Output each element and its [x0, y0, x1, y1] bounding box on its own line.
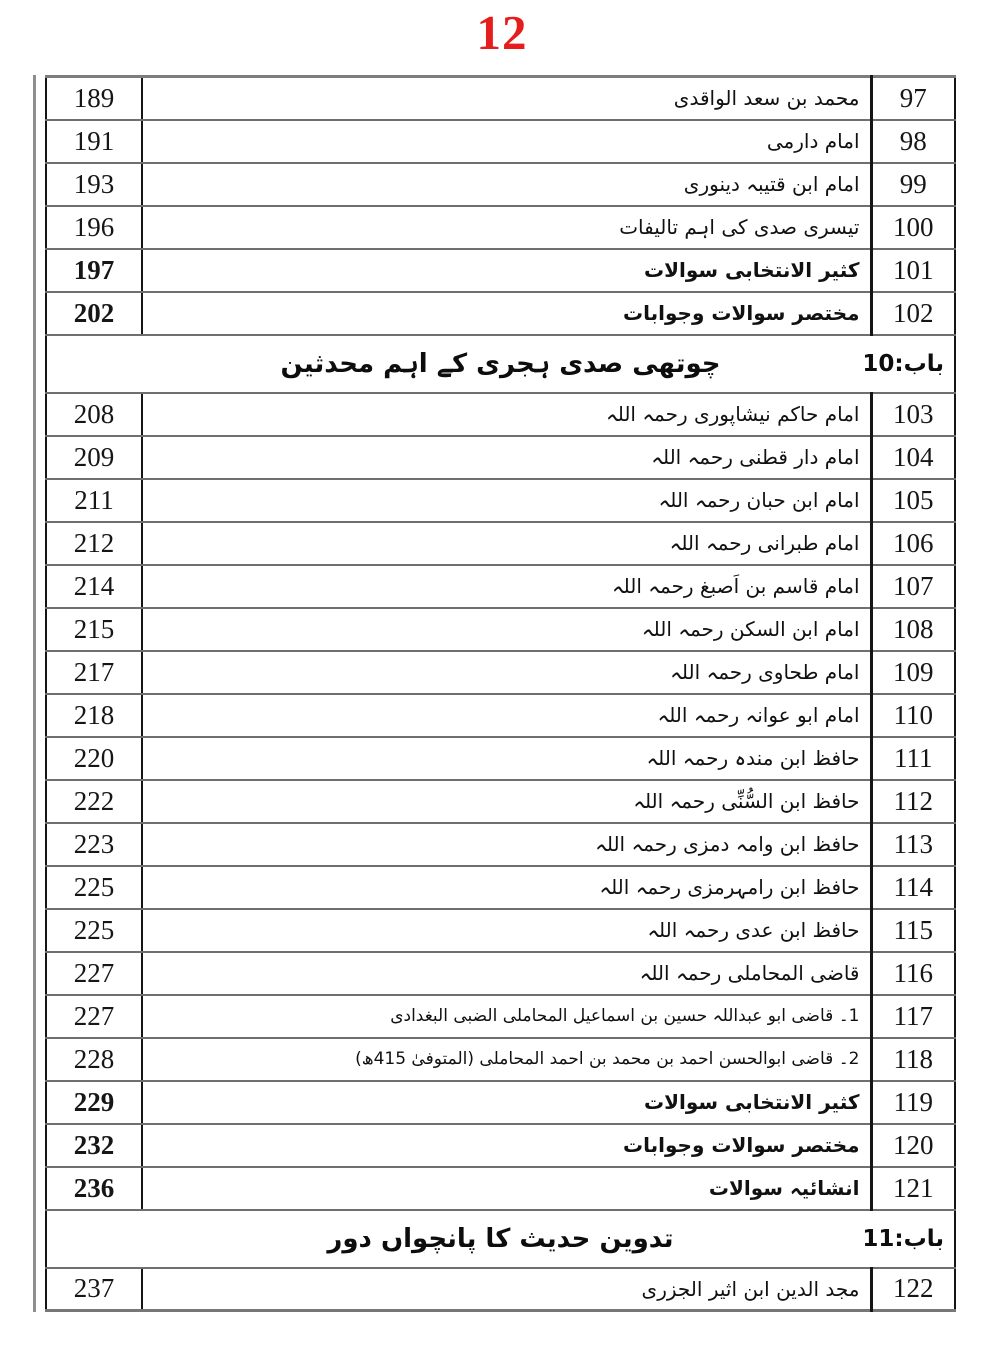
- entry-page-number: 229: [46, 1081, 142, 1124]
- entry-title: امام دارمی: [142, 120, 871, 163]
- entry-title: مختصر سوالات وجوابات: [142, 1124, 871, 1167]
- entry-page-number: 225: [46, 909, 142, 952]
- toc-entry-row: [46, 1124, 955, 1167]
- entry-title: امام طحاوی رحمہ اللہ: [142, 651, 871, 694]
- toc-entry-row: [46, 206, 955, 249]
- entry-title: امام قاسم بن اَصبغ رحمہ اللہ: [142, 565, 871, 608]
- page-number: 12: [476, 5, 528, 60]
- entry-page-number: 202: [46, 292, 142, 335]
- entry-page-number: 225: [46, 866, 142, 909]
- entry-serial-number: 105: [871, 479, 955, 522]
- entry-title: حافظ ابن عدی رحمہ اللہ: [142, 909, 871, 952]
- entry-serial-number: 106: [871, 522, 955, 565]
- toc-table-frame: [33, 75, 956, 1312]
- entry-serial-number: 121: [871, 1167, 955, 1210]
- toc-entry-row: [46, 694, 955, 737]
- toc-table: [45, 75, 956, 1312]
- entry-page-number: 236: [46, 1167, 142, 1210]
- toc-entry-row: [46, 909, 955, 952]
- chapter-header-row: [46, 1210, 955, 1268]
- toc-entry-row: [46, 995, 955, 1038]
- entry-title: امام ابن حبان رحمہ اللہ: [142, 479, 871, 522]
- toc-entry-row: [46, 651, 955, 694]
- entry-title: کثیر الانتخابی سوالات: [142, 1081, 871, 1124]
- chapter-number-label: باب:11: [862, 1225, 944, 1252]
- entry-serial-number: 103: [871, 393, 955, 436]
- entry-serial-number: 120: [871, 1124, 955, 1167]
- entry-page-number: 227: [46, 952, 142, 995]
- entry-page-number: 191: [46, 120, 142, 163]
- toc-table-body: [46, 77, 955, 1311]
- entry-serial-number: 117: [871, 995, 955, 1038]
- entry-page-number: 223: [46, 823, 142, 866]
- entry-serial-number: 122: [871, 1268, 955, 1311]
- entry-page-number: 227: [46, 995, 142, 1038]
- toc-entry-row: [46, 823, 955, 866]
- entry-page-number: 228: [46, 1038, 142, 1081]
- entry-title: امام ابن قتیبہ دینوری: [142, 163, 871, 206]
- entry-serial-number: 119: [871, 1081, 955, 1124]
- entry-serial-number: 100: [871, 206, 955, 249]
- toc-entry-row: [46, 737, 955, 780]
- entry-title: تیسری صدی کی اہم تالیفات: [142, 206, 871, 249]
- entry-serial-number: 97: [871, 77, 955, 120]
- left-rule-divider: [33, 75, 36, 1312]
- entry-serial-number: 111: [871, 737, 955, 780]
- toc-entry-row: [46, 436, 955, 479]
- toc-entry-row: [46, 479, 955, 522]
- toc-entry-row: [46, 120, 955, 163]
- toc-entry-row: [46, 1081, 955, 1124]
- entry-serial-number: 118: [871, 1038, 955, 1081]
- entry-title: انشائیہ سوالات: [142, 1167, 871, 1210]
- entry-title: قاضی المحاملی رحمہ اللہ: [142, 952, 871, 995]
- entry-title: مختصر سوالات وجوابات: [142, 292, 871, 335]
- entry-serial-number: 99: [871, 163, 955, 206]
- entry-title: حافظ ابن رامہرمزی رحمہ اللہ: [142, 866, 871, 909]
- entry-serial-number: 104: [871, 436, 955, 479]
- entry-title: امام حاکم نیشاپوری رحمہ اللہ: [142, 393, 871, 436]
- toc-entry-row: [46, 1167, 955, 1210]
- toc-entry-row: [46, 292, 955, 335]
- entry-serial-number: 112: [871, 780, 955, 823]
- toc-entry-row: [46, 1038, 955, 1081]
- entry-page-number: 232: [46, 1124, 142, 1167]
- entry-page-number: 217: [46, 651, 142, 694]
- entry-page-number: 214: [46, 565, 142, 608]
- toc-entry-row: [46, 608, 955, 651]
- entry-serial-number: 98: [871, 120, 955, 163]
- entry-page-number: 212: [46, 522, 142, 565]
- entry-title: حافظ ابن السُّنِّی رحمہ اللہ: [142, 780, 871, 823]
- chapter-number-label: باب:10: [862, 350, 944, 377]
- entry-page-number: 208: [46, 393, 142, 436]
- chapter-title: تدوین حدیث کا پانچواں دور: [327, 1223, 674, 1254]
- chapter-header-cell: [46, 335, 955, 393]
- entry-serial-number: 115: [871, 909, 955, 952]
- entry-title: 1۔ قاضی ابو عبداللہ حسین بن اسماعیل المحاملی الضبی البغدادی: [142, 995, 871, 1038]
- entry-serial-number: 108: [871, 608, 955, 651]
- entry-page-number: 237: [46, 1268, 142, 1311]
- entry-title: حافظ ابن مندہ رحمہ اللہ: [142, 737, 871, 780]
- entry-title: مجد الدین ابن اثیر الجزری: [142, 1268, 871, 1311]
- toc-entry-row: [46, 1268, 955, 1311]
- entry-page-number: 218: [46, 694, 142, 737]
- entry-title: امام طبرانی رحمہ اللہ: [142, 522, 871, 565]
- entry-page-number: 193: [46, 163, 142, 206]
- entry-serial-number: 101: [871, 249, 955, 292]
- toc-entry-row: [46, 249, 955, 292]
- entry-title: حافظ ابن وامہ دمزی رحمہ اللہ: [142, 823, 871, 866]
- entry-serial-number: 110: [871, 694, 955, 737]
- entry-title: امام دار قطنی رحمہ اللہ: [142, 436, 871, 479]
- toc-entry-row: [46, 866, 955, 909]
- entry-page-number: 220: [46, 737, 142, 780]
- toc-entry-row: [46, 163, 955, 206]
- entry-page-number: 215: [46, 608, 142, 651]
- entry-serial-number: 102: [871, 292, 955, 335]
- toc-entry-row: [46, 522, 955, 565]
- toc-entry-row: [46, 952, 955, 995]
- toc-entry-row: [46, 565, 955, 608]
- entry-page-number: 209: [46, 436, 142, 479]
- entry-serial-number: 114: [871, 866, 955, 909]
- entry-title: امام ابن السکن رحمہ اللہ: [142, 608, 871, 651]
- entry-serial-number: 109: [871, 651, 955, 694]
- chapter-title: چوتھی صدی ہجری کے اہم محدثین: [280, 348, 721, 379]
- entry-title: 2۔ قاضی ابوالحسن احمد بن محمد بن احمد المحاملی (المتوفیٰ 415ھ): [142, 1038, 871, 1081]
- entry-title: محمد بن سعد الواقدی: [142, 77, 871, 120]
- entry-serial-number: 107: [871, 565, 955, 608]
- entry-serial-number: 116: [871, 952, 955, 995]
- entry-page-number: 211: [46, 479, 142, 522]
- toc-entry-row: [46, 393, 955, 436]
- entry-page-number: 197: [46, 249, 142, 292]
- toc-entry-row: [46, 780, 955, 823]
- entry-page-number: 222: [46, 780, 142, 823]
- chapter-header-row: [46, 335, 955, 393]
- entry-page-number: 189: [46, 77, 142, 120]
- entry-title: امام ابو عوانہ رحمہ اللہ: [142, 694, 871, 737]
- entry-serial-number: 113: [871, 823, 955, 866]
- toc-entry-row: [46, 77, 955, 120]
- entry-page-number: 196: [46, 206, 142, 249]
- entry-title: کثیر الانتخابی سوالات: [142, 249, 871, 292]
- chapter-header-cell: [46, 1210, 955, 1268]
